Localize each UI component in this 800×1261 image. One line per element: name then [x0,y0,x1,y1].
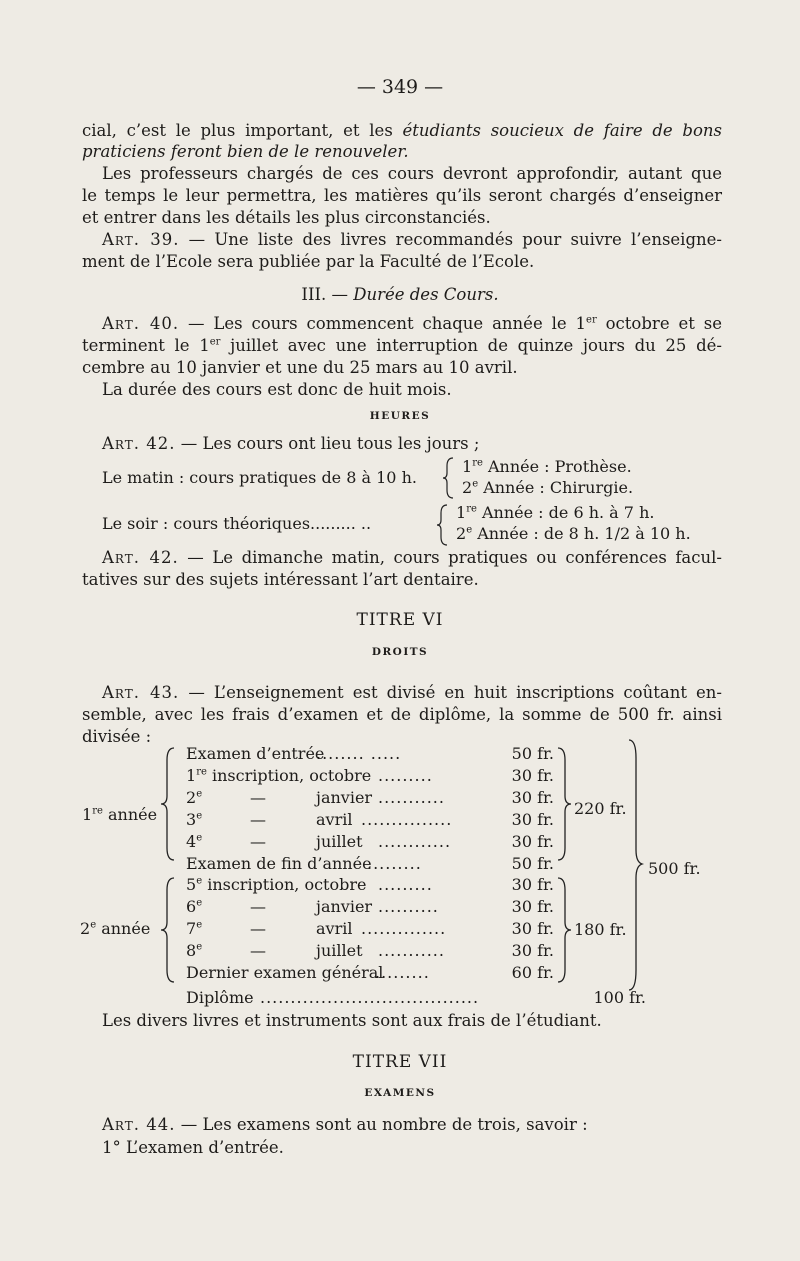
text: année [102,805,158,824]
paragraph-line: La durée des cours est donc de huit mois. [102,380,452,399]
fee-amt: 30 fr. [511,875,554,894]
paragraph-line: 1° L’examen d’entrée. [102,1138,284,1157]
superscript: e [196,941,203,953]
section-number: III. — [301,285,354,304]
paragraph-line: praticiens feront bien de le renouveler. [82,142,409,161]
superscript: re [92,805,103,817]
article-40-line [102,313,722,335]
text: juillet avec une interruption de quinze jours du 25 dé- [220,336,722,355]
section-title: Durée des Cours. [353,285,499,304]
fee-num: 4 [186,832,197,851]
superscript: e [196,897,203,909]
fee-amt: 30 fr. [511,832,554,851]
fee-dots: .............. [361,919,447,938]
paragraph-line: ment de l’Ecole sera publiée par la Faculté de l’Ecole. [82,252,535,271]
schedule-morning-year2 [462,478,633,497]
fee-dots: ........ ..... [316,744,402,763]
paragraph-line [82,120,722,142]
superscript: e [90,919,97,931]
fee-amt: 30 fr. [511,766,554,785]
fee-num: 5 [186,875,197,894]
fee-b: juillet [316,941,363,960]
paragraph-line: tatives sur des sujets intéressant l’art dentaire. [82,570,479,589]
paragraph-line: et entrer dans les détails les plus circonstanciés. [82,208,491,227]
schedule-evening-year1 [456,503,654,522]
brace-icon [556,876,574,984]
article-label: Art. 42. [102,434,176,453]
text: 1 [82,805,93,824]
text: octobre et se [596,314,722,333]
fee-num [186,875,366,894]
total-amount: 500 fr. [648,859,701,878]
text: Année : de 8 h. 1/2 à 10 h. [472,524,691,543]
fee-amt: 30 fr. [511,919,554,938]
fee-a: Examen de fin d’année [186,854,372,873]
brace-icon [158,876,178,984]
fee-num [186,810,202,829]
examens-caption: EXAMENS [364,1087,436,1099]
article-label: Art. 43. [102,683,180,702]
fee-dots: ......... [378,766,433,785]
fee-amt: 50 fr. [511,744,554,763]
superscript: e [196,919,203,931]
fee-num [186,766,371,785]
fee-b: avril [316,810,353,829]
fee-num [186,919,202,938]
schedule-morning-year1 [462,457,632,476]
paragraph-line: cembre au 10 janvier et une du 25 mars au 10 avril. [82,358,518,377]
schedule-evening: Le soir : cours théoriques......... .. [102,514,372,533]
text: cial, c’est le plus important, et les [82,121,403,140]
fee-num: 1 [186,766,197,785]
titre-vii-heading: TITRE VII [352,1052,448,1072]
droits-caption: DROITS [371,646,429,658]
year-2-label [80,919,150,938]
schedule-evening-year2 [456,524,691,543]
text: terminent le 1 [82,336,210,355]
fee-label: inscription, octobre [206,766,372,785]
paragraph-line: Les divers livres et instruments sont aux frais de l’étudiant. [102,1011,602,1030]
superscript: e [196,810,203,822]
diplome-amount: 100 fr. [593,988,646,1007]
fee-amt: 30 fr. [511,788,554,807]
fee-dash: — [250,919,266,938]
fee-num: 6 [186,897,197,916]
article-39-line [102,229,722,251]
text: 2 [462,478,473,497]
fee-b: juillet [316,832,363,851]
superscript: re [472,457,483,469]
fee-dots: ............... [361,810,453,829]
italic-text: étudiants soucieux de faire de bons [402,121,722,140]
article-label: Art. 44. [102,1115,176,1134]
superscript: e [196,788,203,800]
article-44-line [102,1114,722,1136]
fee-amt: 30 fr. [511,810,554,829]
fee-dash: — [250,897,266,916]
article-label: Art. 40. [102,314,180,333]
text: 2 [456,524,467,543]
fee-dash: — [250,832,266,851]
brace-icon [627,738,645,992]
titre-vi-heading: TITRE VI [356,610,444,630]
section-heading [0,284,800,306]
text: — Le dimanche matin, cours pratiques ou conférences facul- [178,548,722,567]
brace-icon [158,746,178,862]
fee-amt: 50 fr. [511,854,554,873]
text: — Une liste des livres recommandés pour suivre l’enseigne- [179,230,722,249]
text: Année : Chirurgie. [478,478,634,497]
text: année [96,919,151,938]
superscript: e [472,478,479,490]
brace-icon [436,503,450,547]
subtotal-year2: 180 fr. [574,920,627,939]
text: Année : de 6 h. à 7 h. [476,503,655,522]
superscript: re [466,503,477,515]
fee-amt: 60 fr. [511,963,554,982]
fee-b: janvier [316,788,373,807]
fee-num: 2 [186,788,197,807]
diplome-label: Diplôme [186,988,254,1007]
fee-dots: ........... [378,788,445,807]
superscript: e [196,875,203,887]
heures-caption: HEURES [369,410,431,422]
text: — L’enseignement est divisé en huit inscriptions coûtant en- [179,683,722,702]
superscript: e [196,832,203,844]
fee-num [186,788,202,807]
superscript: e [466,524,473,536]
fee-num [186,897,202,916]
fee-num [186,832,202,851]
text: 2 [80,919,91,938]
brace-icon [556,746,574,862]
fee-dots: ......... [367,854,422,873]
subtotal-year1: 220 fr. [574,799,627,818]
fee-b: avril [316,919,353,938]
fee-num: 8 [186,941,197,960]
paragraph-line [82,335,722,357]
article-42b-line [102,547,722,569]
paragraph-line: Les professeurs chargés de ces cours devront approfondir, autant que [102,164,722,183]
text: — Les examens sont au nombre de trois, savoir : [175,1115,588,1134]
fee-dots: ........... [378,941,445,960]
text: — Les cours ont lieu tous les jours ; [175,434,480,453]
fee-label: inscription, octobre [202,875,367,894]
fee-num: 7 [186,919,197,938]
fee-amt: 30 fr. [511,897,554,916]
fee-amt: 30 fr. [511,941,554,960]
schedule-morning: Le matin : cours pratiques de 8 à 10 h. [102,468,417,487]
article-42-line [102,433,722,455]
fee-num [186,941,202,960]
page-number: — 349 — [356,76,444,98]
fee-a: Dernier examen général [186,963,384,982]
article-label: Art. 42. [102,548,179,567]
fee-dash: — [250,788,266,807]
brace-icon [442,456,456,500]
text: 1 [462,457,473,476]
superscript: re [196,766,207,778]
fee-num: 3 [186,810,197,829]
paragraph-line: le temps le leur permettra, les matières qu’ils seront chargés d’enseigner [82,186,722,205]
fee-a: Examen d’entrée [186,744,325,763]
text: — Les cours commencent chaque année le 1 [179,314,587,333]
fee-b: janvier [316,897,373,916]
fee-dots: ......... [375,963,430,982]
fee-dash: — [250,810,266,829]
paragraph-line: divisée : [82,727,152,746]
paragraph-line: semble, avec les frais d’examen et de diplôme, la somme de 500 fr. ainsi [82,705,722,724]
article-43-line [102,682,722,704]
leader-dots: .................................... [260,988,480,1007]
article-label: Art. 39. [102,230,180,249]
year-1-label [82,805,157,824]
fee-dots: .......... [378,897,439,916]
fee-dash: — [250,941,266,960]
fee-dots: ............ [378,832,452,851]
fee-dots: ......... [378,875,433,894]
text: 1 [456,503,467,522]
superscript: er [586,314,597,326]
text: Année : Prothèse. [482,457,632,476]
superscript: er [209,336,221,348]
